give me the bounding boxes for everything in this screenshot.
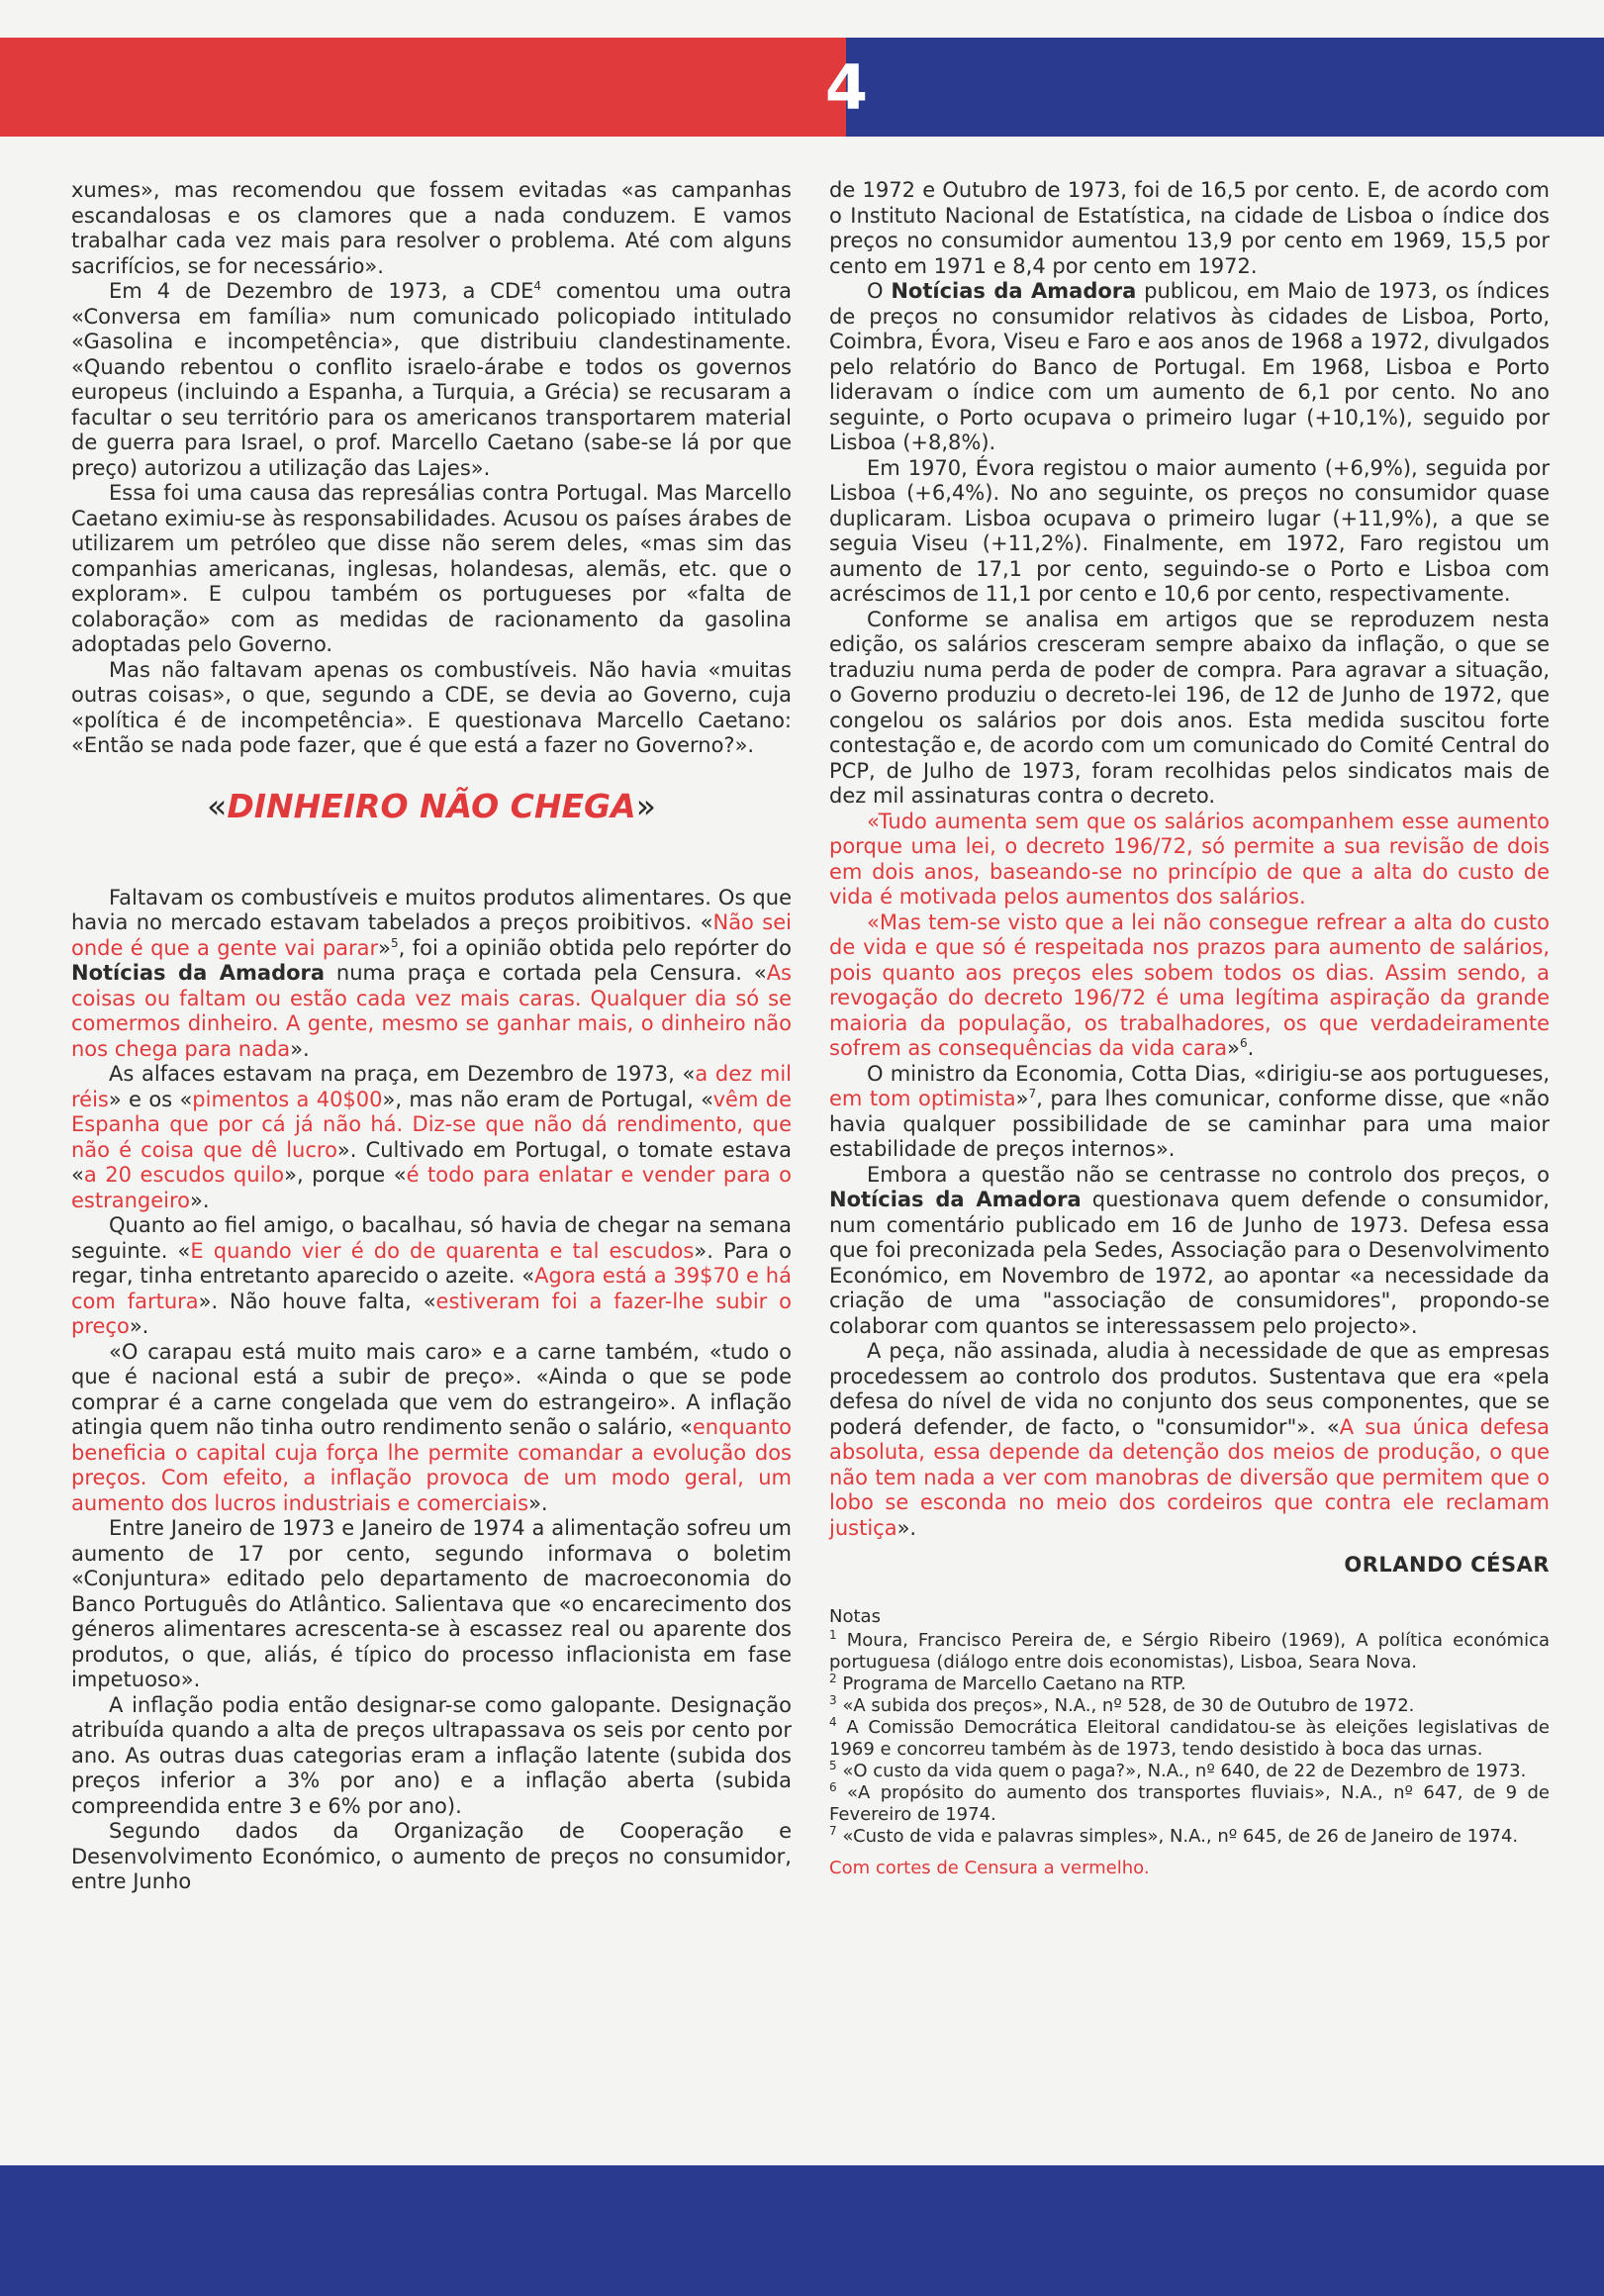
footnote-item: $^7$ «Custo de vida e palavras simples», N.A., nº 645, de 26 de Janeiro de 1974. <box>829 1823 1519 1847</box>
censorship-note: Com cortes de Censura a vermelho. <box>829 1857 1150 1878</box>
footnote-item: $^5$ «O custo da vida quem o paga?», N.A., nº 640, de 22 de Dezembro de 1973. <box>829 1758 1527 1781</box>
newspaper-name: Notícias da Amadora <box>829 1188 1082 1211</box>
footnote-item: $^2$ Programa de Marcello Caetano na RTP. <box>829 1671 1186 1694</box>
section-heading-text: DINHEIRO NÃO CHEGA <box>227 786 636 825</box>
censored-text: Tudo aumenta sem que os salários acompanhem esse aumento porque uma lei, o decreto 196/72, só permite a sua revisão de dois em dois anos, baseando-se no princípio de que a alta do custo de vida é motivada pelos aumentos dos salários. <box>829 809 1550 909</box>
paragraph: de 1972 e Outubro de 1973, foi de 16,5 por cento. E, de acordo com o Instituto Nacional de Estatística, na cidade de Lisboa o índice dos preços no consumidor aumentou 13,9 por cento em 1969, 15,5 por cento em 1971 e 8,4 por cento em 1972. <box>829 178 1550 278</box>
left-column <box>71 178 792 1895</box>
footnote-ref: 7 <box>1028 1087 1037 1100</box>
paragraph: «O carapau está muito mais caro» e a carne também, «tudo o que é nacional está a subir de preço». «Ainda o que se pode comprar é a carne congelada que vem do estrangeiro». A inflação atingia quem não tinha outro rendimento senão o salário, «enquanto beneficia o capital cuja força lhe permite comandar a evolução dos preços. Com efeito, a inflação provoca de um modo geral, um aumento dos lucros industriais e comerciais». <box>71 1339 792 1515</box>
paragraph: Conforme se analisa em artigos que se reproduzem nesta edição, os salários cresceram sempre abaixo da inflação, o que se traduziu numa perda de poder de compra. Para agravar a situação, o Governo produziu o decreto-lei 196, de 12 de Junho de 1972, que congelou os salários por dois anos. Esta medida suscitou forte contestação e, de acordo com um comunicado do Comité Central do PCP, de Julho de 1973, foram recolhidas pelos sindicatos mais de dez mil assinaturas contra o decreto. <box>829 607 1550 808</box>
censored-text: Mas tem-se visto que a lei não consegue refrear a alta do custo de vida e que só é respeitada nos prazos para aumento de salários, pois quanto aos preços eles sobem todos os dias. Assim sendo, a revogação do decreto 196/72 é uma legítima aspiração da grande maioria da população, os trabalhadores, os que verdadeiramente sofrem as consequências da vida cara <box>829 909 1550 1060</box>
censored-text: A sua única defesa absoluta, essa depende da detenção dos meios de produção, o que não tem nada a ver com manobras de diversão que permitem que o lobo se esconda no meio dos cordeiros que contra ele reclamam justiça <box>829 1414 1550 1540</box>
footnote-item: $^4$ A Comissão Democrática Eleitoral candidatou-se às eleições legislativas de 1969 e concorreu também às de 1973, tendo desistido à boca das urnas. <box>829 1714 1550 1760</box>
censored-text: Não sei onde é que a gente vai parar <box>71 910 793 960</box>
censored-text: em tom optimista <box>829 1087 1016 1110</box>
censored-text: a 20 escudos quilo <box>83 1163 285 1187</box>
paragraph: Em 4 de Dezembro de 1973, a CDE$^4$ comentou uma outra «Conversa em família» num comunicado policopiado intitulado «Gasolina e incompetência», que distribuiu clandestinamente. «Quando rebentou o conflito israelo-árabe e todos os governos europeus (incluindo a Espanha, a Turquia, a Grécia) se recusaram a facultar o seu território para os americanos transportarem material de guerra para Israel, o prof. Marcello Caetano (sabe-se lá por que preço) autorizou a utilização das Lajes». <box>71 279 792 480</box>
author-signature: ORLANDO CÉSAR <box>1344 1553 1550 1577</box>
paragraph: O Notícias da Amadora publicou, em Maio de 1973, os índices de preços no consumidor relativos às cidades de Lisboa, Porto, Coimbra, Évora, Viseu e Faro e aos anos de 1968 a 1972, divulgados pelo relatório do Banco de Portugal. Em 1968, Lisboa e Porto lideravam o índice com um aumento de 6,1 por cento. No ano seguinte, o Porto ocupava o primeiro lugar (+10,1%), seguido por Lisboa (+8,8%). <box>829 279 1550 454</box>
paragraph: Entre Janeiro de 1973 e Janeiro de 1974 a alimentação sofreu um aumento de 17 por cento, segundo informava o boletim «Conjuntura» editado pelo departamento de macroeconomia do Banco Português do Atlântico. Salientava que «o encarecimento dos géneros alimentares acrescenta-se à escassez real ou aparente dos produtos, o que, aliás, é típico do processo inflacionista em fase impetuoso». <box>71 1516 792 1691</box>
bottom-color-band <box>0 2165 1604 2296</box>
footnote-item: $^3$ «A subida dos preços», N.A., nº 528, de 30 de Outubro de 1972. <box>829 1692 1415 1716</box>
footnote-ref: 4 <box>533 279 542 293</box>
censored-text: pimentos a 40$00 <box>192 1087 383 1111</box>
paragraph: Em 1970, Évora registou o maior aumento (+6,9%), seguida por Lisboa (+6,4%). No ano seguinte, os preços no consumidor quase duplicaram. Lisboa ocupava o primeiro lugar (+11,9%), a que se seguia Viseu (+11,2%). Finalmente, em 1972, Faro registou um aumento de 17,1 por cento, seguindo-se o Porto e Lisboa com acréscimos de 11,1 por cento e 10,6 por cento, respectivamente. <box>829 455 1550 606</box>
notes-title: Notas <box>829 1605 881 1627</box>
paragraph: Essa foi uma causa das represálias contra Portugal. Mas Marcello Caetano eximiu-se às responsabilidades. Acusou os países árabes de utilizarem um petróleo que disse não serem deles, «mas sim das companhias americanas, inglesas, holandesas, alemãs, etc. que o exploram». E culpou também os portugueses por «falta de colaboração» com as medidas de racionamento da gasolina adoptadas pelo Governo. <box>71 481 792 656</box>
paragraph: Quanto ao fiel amigo, o bacalhau, só havia de chegar na semana seguinte. «E quando vier é do de quarenta e tal escudos». Para o regar, tinha entretanto aparecido o azeite. «Agora está a 39$70 e há com fartura». Não houve falta, «estiveram foi a fazer-lhe subir o preço». <box>71 1213 793 1338</box>
paragraph: As alfaces estavam na praça, em Dezembro de 1973, «a dez mil réis» e os «pimentos a 40$00», mas não eram de Portugal, «vêm de Espanha que por cá já não há. Diz-se que não dá rendimento, que não é coisa que dê lucro». Cultivado em Portugal, o tomate estava «a 20 escudos quilo», porque «é todo para enlatar e vender para o estrangeiro». <box>71 1062 792 1212</box>
paragraph: Segundo dados da Organização de Cooperação e Desenvolvimento Económico, o aumento de preços no consumidor, entre Junho <box>71 1819 792 1893</box>
censored-text: As coisas ou faltam ou estão cada vez mais caras. Qualquer dia só se comermos dinheiro. A gente, mesmo se ganhar mais, o dinheiro não nos chega para nada <box>71 961 792 1061</box>
section-heading: «DINHEIRO NÃO CHEGA» <box>207 786 656 825</box>
paragraph: Mas não faltavam apenas os combustíveis. Não havia «muitas outras coisas», o que, segundo a CDE, se devia ao Governo, cuja «política é de incompetência». E questionava Marcello Caetano: «Então se nada pode fazer, que é que está a fazer no Governo?». <box>71 657 792 757</box>
newspaper-name: Notícias da Amadora <box>891 279 1137 303</box>
paragraph: O ministro da Economia, Cotta Dias, «dirigiu-se aos portugueses, em tom optimista»$^7$, para lhes comunicar, conforme disse, que «não havia qualquer possibilidade de se caminhar para uma maior estabilidade de preços internos». <box>829 1061 1550 1161</box>
footnotes <box>829 1606 1550 1879</box>
top-band-blue <box>846 38 1604 137</box>
censored-text: é todo para enlatar e vender para o estrangeiro <box>71 1163 792 1212</box>
censored-text: estiveram foi a fazer-lhe subir o preço <box>71 1289 793 1338</box>
top-band-red <box>0 38 846 137</box>
censored-text: E quando vier é do de quarenta e tal escudos <box>190 1238 695 1263</box>
footnote-item: $^6$ «A propósito do aumento dos transportes fluviais», N.A., nº 647, de 9 de Fevereiro de 1974. <box>829 1779 1550 1825</box>
right-column <box>829 178 1550 1879</box>
paragraph: Faltavam os combustíveis e muitos produtos alimentares. Os que havia no mercado estavam tabelados a preços proibitivos. «Não sei onde é que a gente vai parar»$^5$, foi a opinião obtida pelo repórter do Notícias da Amadora numa praça e cortada pela Censura. «As coisas ou faltam ou estão cada vez mais caras. Qualquer dia só se comermos dinheiro. A gente, mesmo se ganhar mais, o dinheiro não nos chega para nada». <box>71 885 793 1061</box>
censored-text: vêm de Espanha que por cá já não há. Diz-se que não dá rendimento, que não é coisa que dê lucro <box>71 1087 792 1162</box>
paragraph: xumes», mas recomendou que fossem evitadas «as campanhas escandalosas e os clamores que a nada conduzem. E vamos trabalhar cada vez mais para resolver o problema. Até com alguns sacrifícios, se for necessário». <box>71 178 792 278</box>
paragraph: A peça, não assinada, aludia à necessidade de que as empresas procedessem ao controlo dos produtos. Sustentava que era «pela defesa do nível de vida no conjunto dos seus componentes, que se poderá defender, de facto, o "consumidor"». «A sua única defesa absoluta, essa depende da detenção dos meios de produção, o que não tem nada a ver com manobras de diversão que permitem que o lobo se esconda no meio dos cordeiros que contra ele reclamam justiça». <box>829 1339 1550 1540</box>
censored-text: a dez mil réis <box>71 1062 792 1111</box>
paragraph: «Mas tem-se visto que a lei não consegue refrear a alta do custo de vida e que só é respeitada nos prazos para aumento de salários, pois quanto aos preços eles sobem todos os dias. Assim sendo, a revogação do decreto 196/72 é uma legítima aspiração da grande maioria da população, os trabalhadores, os que verdadeiramente sofrem as consequências da vida cara»$^6$. <box>829 909 1550 1060</box>
paragraph: A inflação podia então designar-se como galopante. Designação atribuída quando a alta de preços ultrapassava os seis por cento por ano. As outras duas categorias eram a inflação latente (subida dos preços inferior a 3% por ano) e a inflação aberta (subida compreendida entre 3 e 6% por ano). <box>71 1692 792 1818</box>
censored-text: enquanto beneficia o capital cuja força lhe permite comandar a evolução dos preços. Com efeito, a inflação provoca de um modo geral, um aumento dos lucros industriais e comerciais <box>71 1415 792 1515</box>
paragraph: Embora a questão não se centrasse no controlo dos preços, o Notícias da Amadora questionava quem defende o consumidor, num comentário publicado em 16 de Junho de 1973. Defesa essa que foi preconizada pela Sedes, Associação para o Desenvolvimento Económico, em Novembro de 1972, ao apontar «a necessidade da criação de uma "associação de consumidores", propondo-se colaborar com quantos se interessassem pelo projecto». <box>829 1162 1550 1338</box>
footnote-ref: 5 <box>391 935 399 950</box>
footnote-ref: 6 <box>1239 1036 1248 1050</box>
paragraph: «Tudo aumenta sem que os salários acompanhem esse aumento porque uma lei, o decreto 196/72, só permite a sua revisão de dois em dois anos, baseando-se no princípio de que a alta do custo de vida é motivada pelos aumentos dos salários. <box>829 809 1550 909</box>
page-number: 4 <box>824 50 868 124</box>
newspaper-name: Notícias da Amadora <box>71 961 326 985</box>
censored-text: Agora está a 39$70 e há com fartura <box>71 1264 792 1313</box>
footnote-item: $^1$ Moura, Francisco Pereira de, e Sérgio Ribeiro (1969), A política económica portuguesa (diálogo entre dois economistas), Lisboa, Seara Nova. <box>829 1627 1550 1673</box>
